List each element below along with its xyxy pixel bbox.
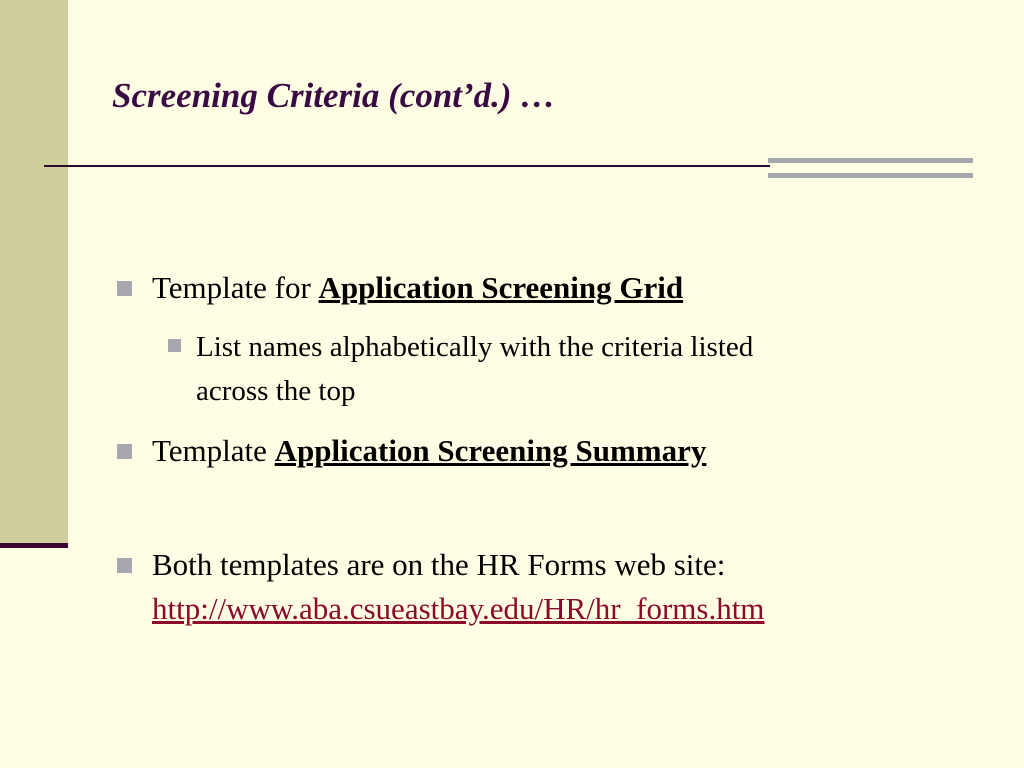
left-decor-bar (0, 0, 68, 545)
bullet-prefix: Template for (152, 270, 319, 305)
bullet-text (152, 429, 706, 473)
bullet-line-1: Both templates are on the HR Forms web site: (152, 547, 726, 582)
bullet-prefix: Template (152, 433, 275, 468)
screening-summary-link[interactable]: Application Screening Summary (274, 433, 707, 468)
sub-bullet-line-1: List names alphabetically with the criteria listed (196, 331, 754, 363)
accent-bar-bottom (768, 173, 973, 178)
bullet-text (152, 543, 764, 631)
left-decor-underline (0, 543, 68, 548)
title-divider (44, 165, 770, 167)
screening-grid-link[interactable]: Application Screening Grid (318, 270, 684, 305)
square-bullet-icon (117, 281, 132, 296)
square-bullet-icon (117, 558, 132, 573)
accent-bar-top (768, 158, 973, 163)
sub-bullet-line-2: across the top (196, 375, 356, 407)
bullet-text (152, 266, 683, 310)
hr-forms-url-link[interactable]: http://www.aba.csueastbay.edu/HR/hr_forms.htm (152, 591, 765, 626)
sub-bullet-text (196, 325, 753, 413)
square-bullet-icon (117, 444, 132, 459)
square-bullet-icon (168, 339, 181, 352)
slide-title: Screening Criteria (cont’d.) … (112, 76, 556, 115)
